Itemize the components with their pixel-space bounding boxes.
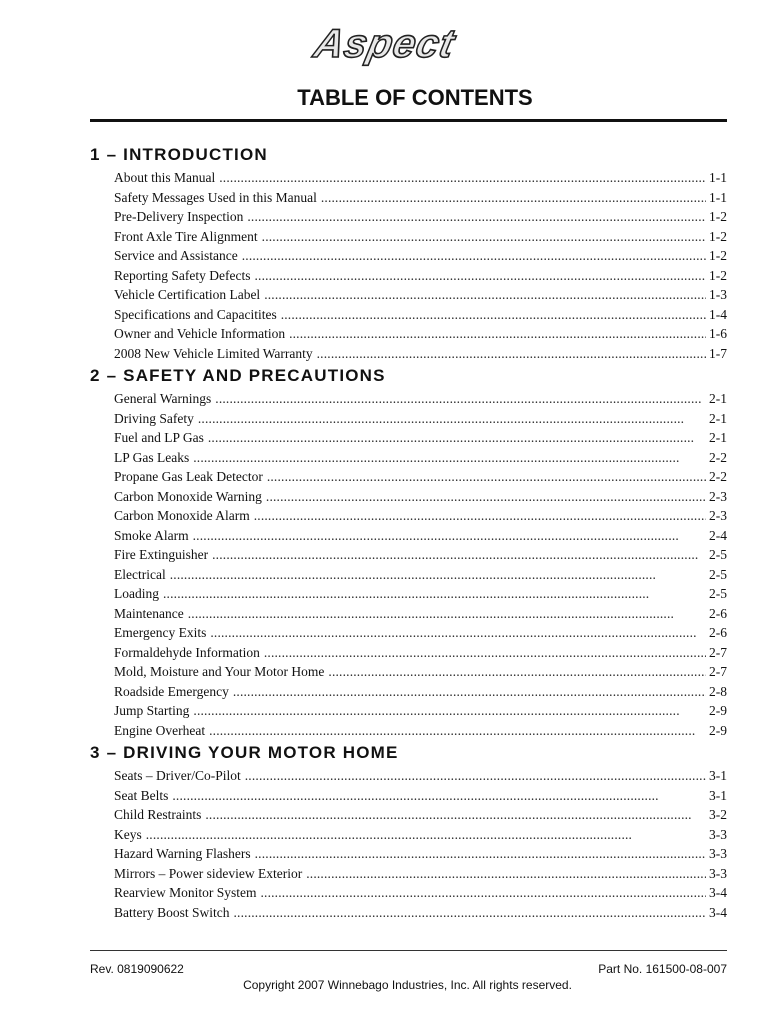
toc-entry-label: Roadside Emergency <box>114 683 229 699</box>
toc-entry-page: 3-4 <box>709 885 727 900</box>
toc-entry <box>114 344 727 364</box>
toc-entry-page: 1-3 <box>709 287 727 302</box>
toc-entry-label: Vehicle Certification Label <box>114 287 261 302</box>
toc-entry-label: Carbon Monoxide Warning <box>114 488 262 504</box>
toc-entry <box>114 565 727 585</box>
toc-entry <box>114 324 727 344</box>
toc-entry-label: About this Manual <box>114 170 216 185</box>
toc-entry-page: 2-1 <box>709 430 727 445</box>
toc-entry-page: 2-7 <box>709 664 727 679</box>
toc-entry-page: 2-6 <box>709 605 727 621</box>
dot-leader <box>193 701 706 721</box>
toc-entry <box>114 805 727 825</box>
toc-entry-page: 3-3 <box>709 826 727 842</box>
toc-entry-page: 2-9 <box>709 703 727 718</box>
toc-entry <box>114 643 727 663</box>
dot-leader <box>219 168 706 188</box>
toc-entry-page: 1-1 <box>709 189 727 205</box>
toc-entry <box>114 604 727 624</box>
toc-entry-page: 2-5 <box>709 586 727 601</box>
dot-leader <box>260 883 706 903</box>
part-number: Part No. 161500-08-007 <box>598 962 727 976</box>
toc-entry-label: Service and Assistance <box>114 248 238 263</box>
toc-entry <box>114 682 727 702</box>
toc-entry <box>114 266 727 286</box>
toc-entry <box>114 448 727 468</box>
footer-divider <box>90 950 727 951</box>
toc-entry-label: Mold, Moisture and Your Motor Home <box>114 664 325 679</box>
toc-entry-page: 2-2 <box>709 449 727 465</box>
dot-leader <box>328 662 706 682</box>
dot-leader <box>215 389 706 409</box>
dot-leader <box>242 246 706 266</box>
toc-entry <box>114 389 727 409</box>
toc-entry-page: 1-2 <box>709 209 727 224</box>
toc-entry <box>114 545 727 565</box>
section-heading: 1 – INTRODUCTION <box>90 145 268 164</box>
toc-entry <box>114 467 727 487</box>
dot-leader <box>262 227 706 247</box>
toc-entry-label: Seats – Driver/Co-Pilot <box>114 768 241 783</box>
dot-leader <box>264 285 706 305</box>
revision-number: Rev. 0819090622 <box>90 962 184 976</box>
toc-entry <box>114 662 727 682</box>
toc-entry-page: 3-2 <box>709 807 727 822</box>
toc-entry-label: Electrical <box>114 566 166 582</box>
toc-entry-label: Engine Overheat <box>114 722 206 738</box>
dot-leader <box>255 844 706 864</box>
dot-leader <box>267 467 706 487</box>
dot-leader <box>212 545 706 565</box>
dot-leader <box>264 643 706 663</box>
toc-entry-label: Battery Boost Switch <box>114 904 230 920</box>
toc-entry-page: 1-1 <box>709 170 727 185</box>
toc-entry-label: Front Axle Tire Alignment <box>114 228 258 244</box>
toc-entry-label: Driving Safety <box>114 410 194 426</box>
toc-entry <box>114 623 727 643</box>
toc-entry-label: Pre-Delivery Inspection <box>114 209 244 224</box>
toc-section <box>90 740 727 922</box>
toc-entry-label: Carbon Monoxide Alarm <box>114 508 250 523</box>
toc-entry <box>114 409 727 429</box>
toc-entry-label: Fuel and LP Gas <box>114 430 204 445</box>
toc-entry <box>114 883 727 903</box>
toc-entry <box>114 305 727 325</box>
dot-leader <box>146 825 706 845</box>
toc-entry-page: 1-2 <box>709 228 727 244</box>
toc-entry-page: 1-6 <box>709 326 727 341</box>
toc-entry-page: 2-2 <box>709 469 727 484</box>
toc-entry-label: 2008 New Vehicle Limited Warranty <box>114 345 313 361</box>
toc-entry-label: Propane Gas Leak Detector <box>114 469 263 484</box>
toc-entry-page: 2-6 <box>709 625 727 640</box>
toc-entry <box>114 207 727 227</box>
toc-entry-label: LP Gas Leaks <box>114 449 190 465</box>
toc-entry-label: Seat Belts <box>114 787 169 803</box>
brand-logo-text: Aspect <box>310 22 460 66</box>
dot-leader <box>233 682 706 702</box>
toc-entry-label: Smoke Alarm <box>114 527 189 543</box>
dot-leader <box>210 623 706 643</box>
dot-leader <box>209 721 706 741</box>
dot-leader <box>317 344 706 364</box>
dot-leader <box>254 506 706 526</box>
dot-leader <box>245 766 706 786</box>
table-of-contents <box>90 142 727 922</box>
toc-entry <box>114 526 727 546</box>
dot-leader <box>254 266 706 286</box>
toc-entry-page: 2-3 <box>709 488 727 504</box>
toc-entry <box>114 584 727 604</box>
toc-entry-list <box>114 766 727 922</box>
toc-entry-page: 1-2 <box>709 248 727 263</box>
toc-entry <box>114 506 727 526</box>
dot-leader <box>266 487 706 507</box>
toc-entry-page: 3-3 <box>709 865 727 881</box>
toc-entry-list <box>114 389 727 740</box>
dot-leader <box>321 188 706 208</box>
toc-entry-label: Fire Extinguisher <box>114 547 209 562</box>
toc-entry-page: 2-5 <box>709 547 727 562</box>
toc-entry <box>114 844 727 864</box>
toc-entry <box>114 825 727 845</box>
section-heading: 2 – SAFETY AND PRECAUTIONS <box>90 366 386 385</box>
section-heading: 3 – DRIVING YOUR MOTOR HOME <box>90 743 399 762</box>
toc-section <box>90 363 727 740</box>
toc-entry-page: 2-7 <box>709 644 727 660</box>
toc-entry <box>114 246 727 266</box>
toc-entry <box>114 188 727 208</box>
toc-section <box>90 142 727 363</box>
toc-entry-page: 2-5 <box>709 566 727 582</box>
toc-entry-label: Safety Messages Used in this Manual <box>114 189 317 205</box>
copyright-notice: Copyright 2007 Winnebago Industries, Inc. All rights reserved. <box>243 978 572 992</box>
toc-entry-label: Owner and Vehicle Information <box>114 326 286 341</box>
toc-entry-page: 3-3 <box>709 846 727 861</box>
toc-entry-page: 2-1 <box>709 391 727 406</box>
toc-entry-page: 2-8 <box>709 683 727 699</box>
dot-leader <box>170 565 706 585</box>
toc-entry <box>114 864 727 884</box>
dot-leader <box>205 805 706 825</box>
toc-entry <box>114 428 727 448</box>
toc-entry-label: General Warnings <box>114 391 212 406</box>
toc-entry-page: 1-7 <box>709 345 727 361</box>
dot-leader <box>163 584 706 604</box>
toc-entry-page: 2-9 <box>709 722 727 738</box>
brand-logo <box>0 22 770 66</box>
dot-leader <box>247 207 706 227</box>
dot-leader <box>306 864 706 884</box>
toc-entry-page: 3-1 <box>709 787 727 803</box>
toc-entry <box>114 487 727 507</box>
dot-leader <box>193 526 706 546</box>
dot-leader <box>234 903 707 923</box>
toc-entry-label: Specifications and Capacitites <box>114 306 277 322</box>
toc-entry-label: Reporting Safety Defects <box>114 267 251 283</box>
toc-entry-label: Mirrors – Power sideview Exterior <box>114 865 303 881</box>
toc-entry-label: Rearview Monitor System <box>114 885 257 900</box>
toc-entry-label: Jump Starting <box>114 703 190 718</box>
page-title: TABLE OF CONTENTS <box>297 85 533 110</box>
toc-entry-page: 2-3 <box>709 508 727 523</box>
toc-entry <box>114 766 727 786</box>
toc-entry-label: Keys <box>114 826 142 842</box>
toc-entry <box>114 168 727 188</box>
toc-entry <box>114 285 727 305</box>
dot-leader <box>208 428 706 448</box>
toc-entry <box>114 701 727 721</box>
toc-entry-page: 1-2 <box>709 267 727 283</box>
dot-leader <box>193 448 706 468</box>
toc-entry-page: 2-1 <box>709 410 727 426</box>
toc-entry-page: 2-4 <box>709 527 727 543</box>
toc-entry-page: 1-4 <box>709 306 727 322</box>
toc-entry-label: Hazard Warning Flashers <box>114 846 251 861</box>
toc-entry <box>114 786 727 806</box>
dot-leader <box>172 786 706 806</box>
toc-entry-page: 3-4 <box>709 904 727 920</box>
toc-entry <box>114 227 727 247</box>
title-divider <box>90 119 727 122</box>
dot-leader <box>188 604 706 624</box>
toc-entry-list <box>114 168 727 363</box>
toc-entry-label: Maintenance <box>114 605 184 621</box>
toc-entry-page: 3-1 <box>709 768 727 783</box>
toc-entry-label: Formaldehyde Information <box>114 644 260 660</box>
dot-leader <box>198 409 706 429</box>
toc-entry <box>114 903 727 923</box>
toc-entry-label: Emergency Exits <box>114 625 207 640</box>
toc-entry <box>114 721 727 741</box>
dot-leader <box>289 324 706 344</box>
toc-entry-label: Child Restraints <box>114 807 202 822</box>
dot-leader <box>281 305 706 325</box>
toc-entry-label: Loading <box>114 586 159 601</box>
